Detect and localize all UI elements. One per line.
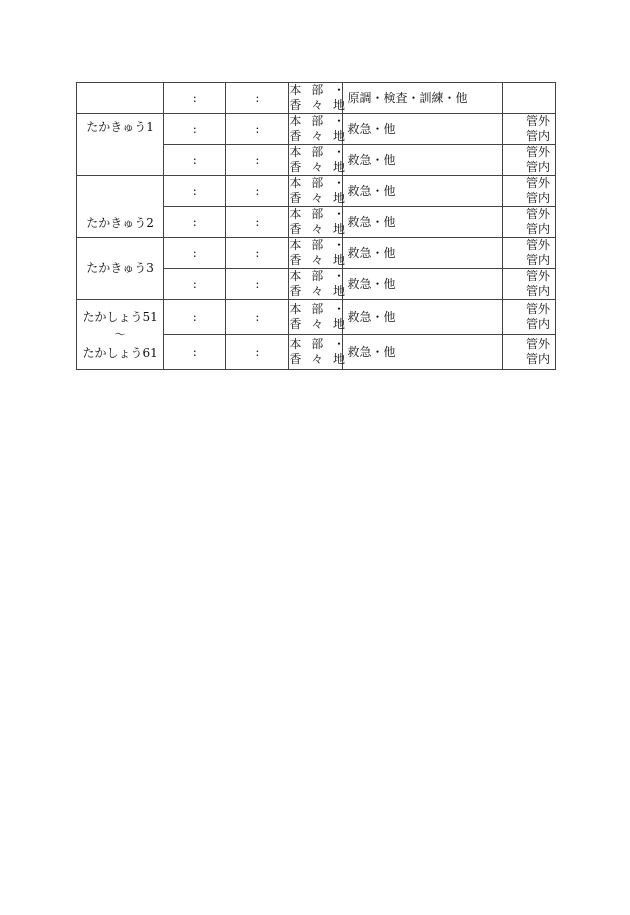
location-cell (289, 207, 349, 238)
unit-name-separator: 〜 (114, 327, 126, 341)
time-start-cell: : (164, 238, 226, 269)
jurisdiction-outside: 管外 (525, 238, 550, 252)
jurisdiction-outside: 管外 (525, 207, 550, 221)
task-cell: 救急・他 (342, 335, 502, 370)
table-row (77, 238, 556, 269)
jurisdiction-inside: 管内 (525, 352, 550, 366)
time-start-cell: : (164, 176, 226, 207)
task-cell: 救急・他 (342, 207, 502, 238)
location-cell (289, 300, 349, 335)
location-line-1: 本 部 ・ (289, 302, 349, 316)
location-line-1: 本 部 ・ (289, 176, 349, 190)
location-line-2: 香 々 地 (289, 191, 349, 205)
jurisdiction-outside: 管外 (525, 114, 550, 128)
jurisdiction-outside: 管外 (525, 269, 550, 283)
jurisdiction-cell (502, 238, 555, 269)
unit-name-start: たかしょう51 (82, 309, 158, 324)
time-start-cell: : (164, 335, 226, 370)
jurisdiction-cell (502, 83, 555, 114)
jurisdiction-inside: 管内 (525, 191, 550, 205)
time-end-cell: : (226, 335, 289, 370)
unit-name-cell (77, 300, 164, 370)
time-end-cell: : (226, 269, 289, 300)
jurisdiction-outside: 管外 (525, 337, 550, 351)
time-start-cell: : (164, 114, 226, 145)
time-end-cell: : (226, 300, 289, 335)
location-line-1: 本 部 ・ (289, 207, 349, 221)
jurisdiction-cell (502, 176, 555, 207)
location-line-2: 香 々 地 (289, 98, 349, 112)
time-end-cell: : (226, 176, 289, 207)
task-cell: 救急・他 (342, 176, 502, 207)
time-start-cell: : (164, 300, 226, 335)
table-row (77, 114, 556, 145)
jurisdiction-cell (502, 114, 555, 145)
location-line-2: 香 々 地 (289, 352, 349, 366)
unit-name-end: たかしょう61 (82, 345, 158, 360)
table-row (77, 176, 556, 207)
jurisdiction-cell (502, 207, 555, 238)
jurisdiction-cell (502, 335, 555, 370)
location-line-1: 本 部 ・ (289, 238, 349, 252)
task-cell: 救急・他 (342, 238, 502, 269)
location-line-2: 香 々 地 (289, 284, 349, 298)
table-row (77, 300, 556, 335)
task-cell: 救急・他 (342, 114, 502, 145)
time-start-cell: : (164, 207, 226, 238)
jurisdiction-cell (502, 269, 555, 300)
location-line-2: 香 々 地 (289, 317, 349, 331)
location-line-1: 本 部 ・ (289, 145, 349, 159)
location-cell (289, 335, 349, 370)
time-start-cell: : (164, 269, 226, 300)
time-end-cell: : (226, 238, 289, 269)
jurisdiction-cell (502, 145, 555, 176)
jurisdiction-outside: 管外 (525, 302, 550, 316)
location-line-1: 本 部 ・ (289, 337, 349, 351)
task-cell: 原調・検査・訓練・他 (342, 83, 502, 114)
jurisdiction-cell (502, 300, 555, 335)
task-cell: 救急・他 (342, 145, 502, 176)
table-row (77, 83, 556, 114)
jurisdiction-outside: 管外 (525, 145, 550, 159)
location-cell (289, 238, 349, 269)
jurisdiction-outside: 管外 (525, 176, 550, 190)
location-cell (289, 145, 349, 176)
unit-name-cell (77, 114, 164, 176)
jurisdiction-inside: 管内 (525, 129, 550, 143)
time-start-cell: : (164, 145, 226, 176)
task-cell: 救急・他 (342, 269, 502, 300)
unit-name-cell (77, 238, 164, 300)
task-cell: 救急・他 (342, 300, 502, 335)
location-cell (289, 83, 349, 114)
unit-name-cell (77, 176, 164, 238)
jurisdiction-inside: 管内 (525, 253, 550, 267)
time-end-cell: : (226, 207, 289, 238)
jurisdiction-inside: 管内 (525, 317, 550, 331)
location-line-1: 本 部 ・ (289, 269, 349, 283)
location-line-1: 本 部 ・ (289, 83, 349, 97)
time-end-cell: : (226, 83, 289, 114)
location-line-2: 香 々 地 (289, 129, 349, 143)
time-end-cell: : (226, 114, 289, 145)
jurisdiction-inside: 管内 (525, 284, 550, 298)
location-line-1: 本 部 ・ (289, 114, 349, 128)
unit-name: たかきゅう3 (86, 261, 154, 275)
location-cell (289, 176, 349, 207)
unit-name: たかきゅう1 (86, 120, 154, 134)
location-line-2: 香 々 地 (289, 222, 349, 236)
jurisdiction-inside: 管内 (525, 160, 550, 174)
location-line-2: 香 々 地 (289, 253, 349, 267)
location-cell (289, 114, 349, 145)
location-line-2: 香 々 地 (289, 160, 349, 174)
dispatch-log-table (76, 82, 556, 370)
unit-name: たかきゅう2 (86, 216, 154, 230)
location-cell (289, 269, 349, 300)
time-start-cell: : (164, 83, 226, 114)
jurisdiction-inside: 管内 (525, 222, 550, 236)
time-end-cell: : (226, 145, 289, 176)
unit-name-cell (77, 83, 164, 114)
